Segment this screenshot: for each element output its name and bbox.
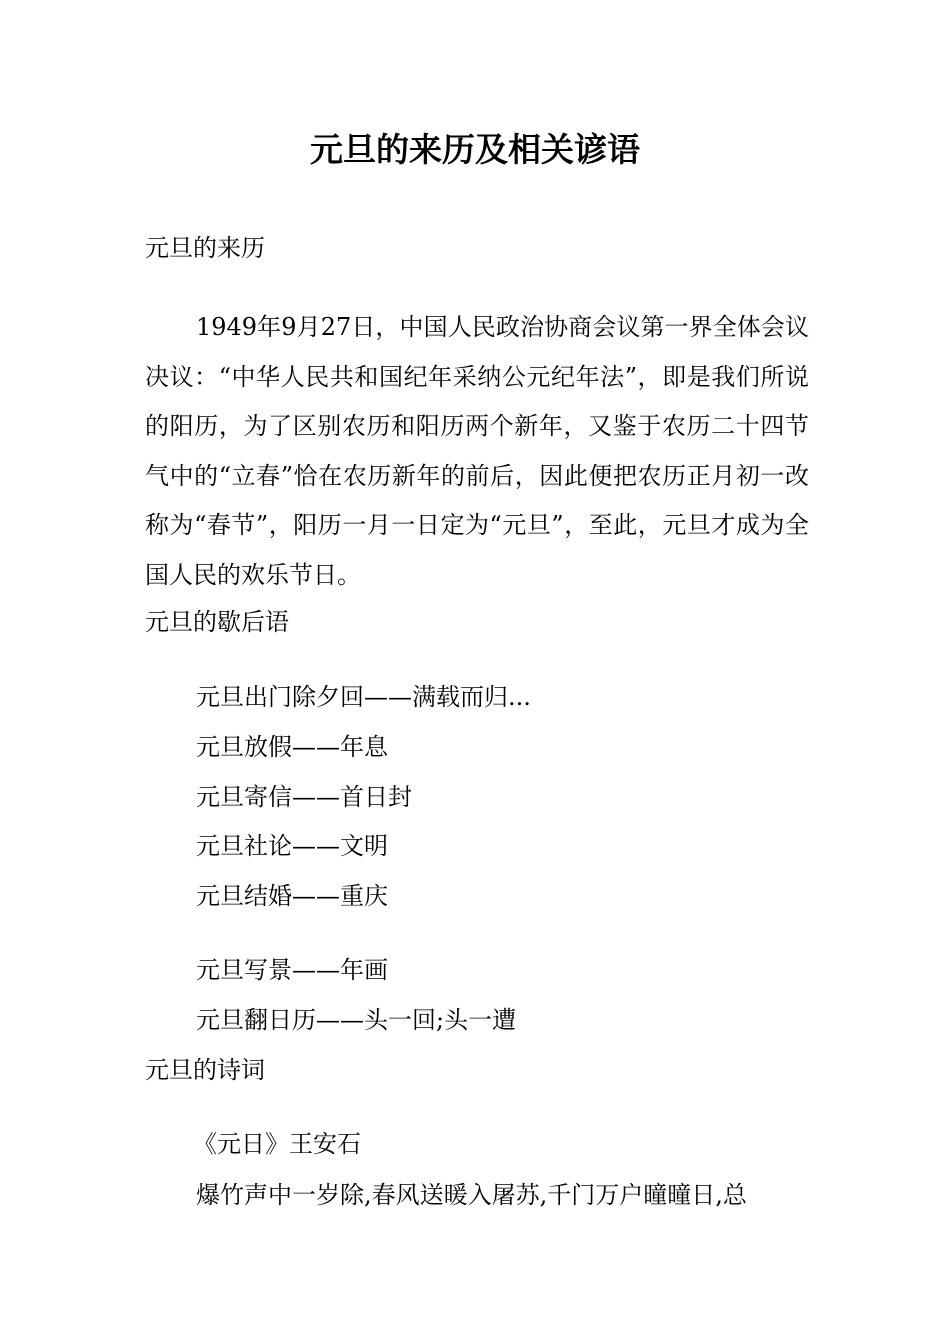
section-heading-xiehouyu: 元旦的歇后语 bbox=[145, 608, 289, 636]
document-title: 元旦的来历及相关谚语 bbox=[310, 130, 640, 169]
xiehouyu-item: 元旦写景——年画 bbox=[196, 956, 388, 984]
history-paragraph: 1949年9月27日，中国人民政治协商会议第一界全体会议决议：“中华人民共和国纪年采纳公元纪年法”，即是我们所说的阳历，为了区别农历和阳历两个新年，又鉴于农历二十四节气中的“立春”恰在农历新年的前后，因此便把农历正月初一改称为“春节”，阳历一月一日定为“元旦”，至此，元旦才成为全国人民的欢乐节日。 bbox=[145, 313, 809, 589]
section-heading-history: 元旦的来历 bbox=[145, 234, 265, 262]
xiehouyu-item: 元旦寄信——首日封 bbox=[196, 783, 412, 811]
xiehouyu-item: 元旦放假——年息 bbox=[196, 733, 388, 761]
poem-line: 爆竹声中一岁除,春风送暖入屠苏,千门万户曈曈日,总 bbox=[196, 1181, 747, 1209]
poem-title: 《元日》王安石 bbox=[193, 1130, 361, 1158]
xiehouyu-item: 元旦社论——文明 bbox=[196, 832, 388, 860]
xiehouyu-item: 元旦结婚——重庆 bbox=[196, 882, 388, 910]
section-heading-poems: 元旦的诗词 bbox=[145, 1056, 265, 1084]
xiehouyu-item: 元旦出门除夕回——满载而归... bbox=[196, 683, 531, 711]
xiehouyu-item: 元旦翻日历——头一回;头一遭 bbox=[196, 1006, 517, 1034]
